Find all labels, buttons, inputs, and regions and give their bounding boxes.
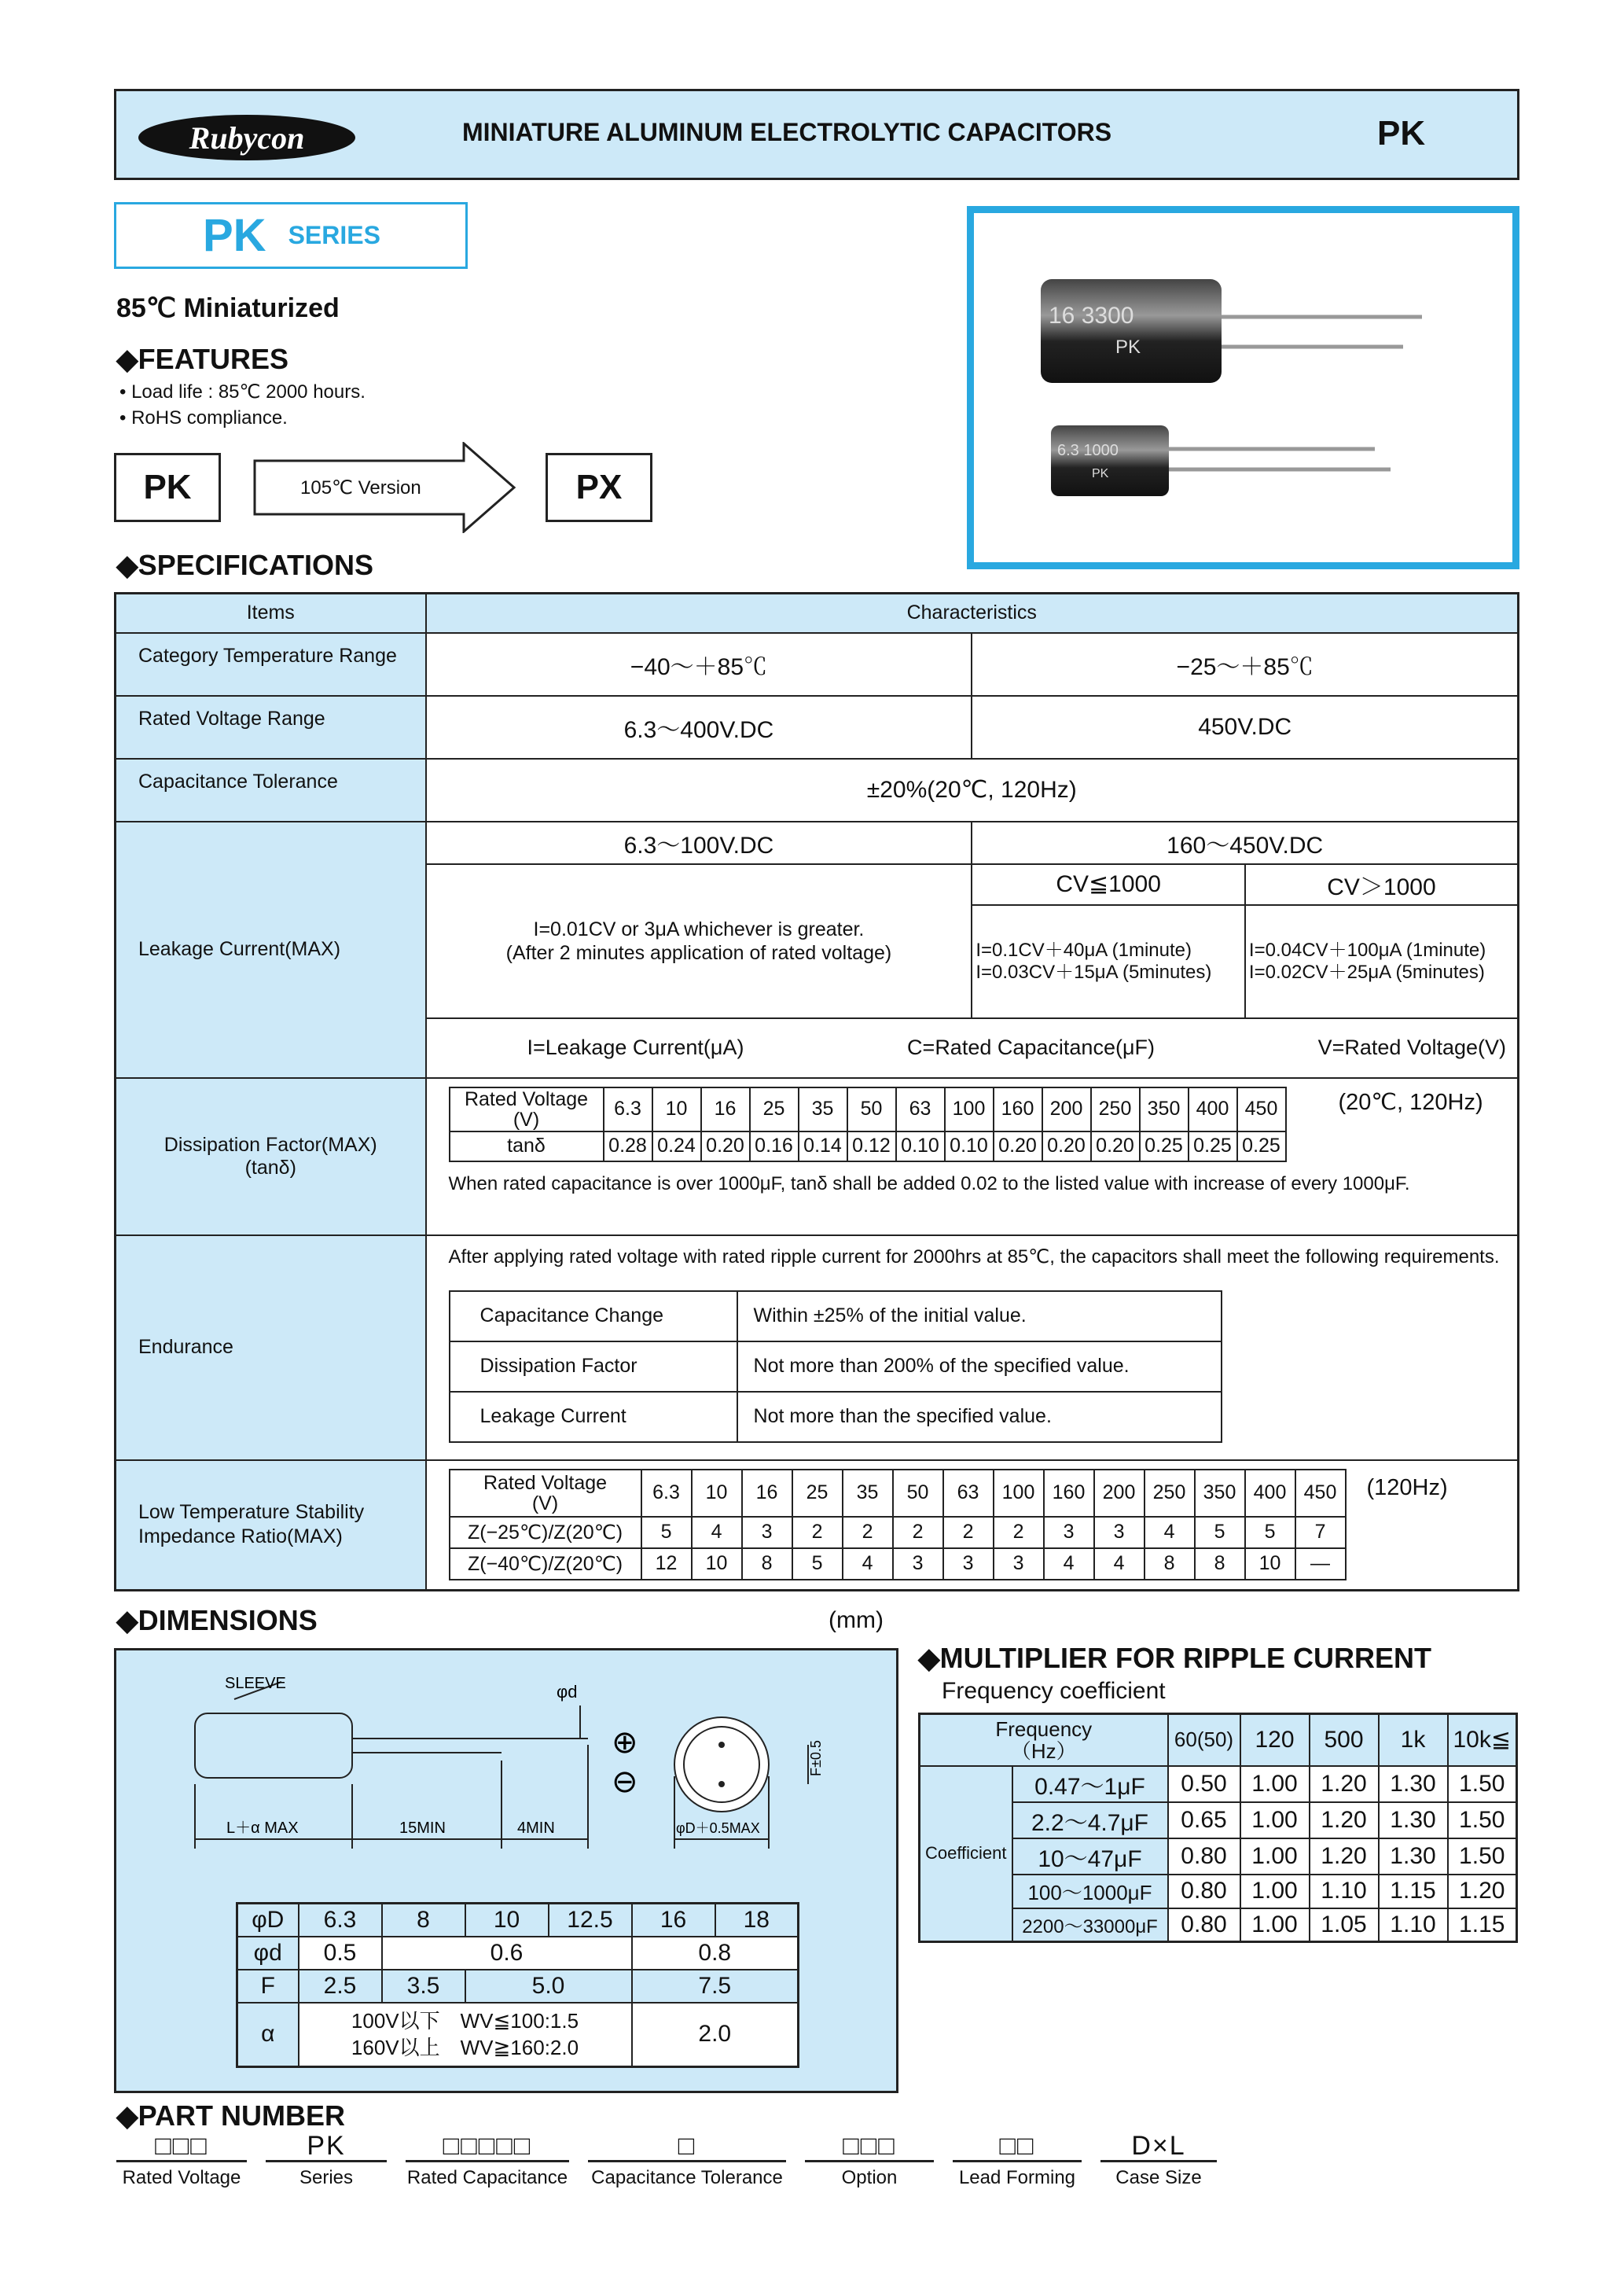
lt-z25-value: 5 [1245, 1517, 1295, 1548]
leakage-high-voltage: 160～450V.DC [972, 822, 1518, 864]
lt-z25-value: 5 [641, 1517, 692, 1548]
lt-z40-value: 12 [641, 1548, 692, 1580]
product-photo [967, 206, 1519, 569]
cv-le-1000: CV≦1000 [972, 864, 1245, 905]
df-condition: (20℃, 120Hz) [1338, 1089, 1483, 1115]
endurance-label: Endurance [116, 1235, 426, 1460]
df-rv-label: Rated Voltage (V) [450, 1087, 604, 1131]
ripple-heading: ◆MULTIPLIER FOR RIPPLE CURRENT [918, 1642, 1432, 1674]
lt-z40-value: 8 [1145, 1548, 1195, 1580]
lt-z25-value: 4 [1145, 1517, 1195, 1548]
lt-voltage: 35 [843, 1470, 893, 1517]
df-voltage: 35 [799, 1087, 847, 1131]
ripple-range: 2.2～4.7μF [1012, 1802, 1168, 1838]
dim-f-row [237, 1970, 799, 2003]
dim-value: 16 [632, 1904, 715, 1937]
part-case-size: D×L Case Size [1100, 2132, 1217, 2189]
dim-value: 0.8 [632, 1937, 799, 1970]
df-tan-value: 0.20 [1042, 1131, 1091, 1161]
dissipation-label: Dissipation Factor(MAX) (tanδ) [116, 1078, 426, 1235]
dim-value: 0.6 [382, 1937, 632, 1970]
ripple-value: 1.30 [1379, 1838, 1448, 1875]
df-voltage: 450 [1237, 1087, 1286, 1131]
lt-z25-value: 3 [1094, 1517, 1145, 1548]
dim-value: 18 [715, 1904, 799, 1937]
df-tan-value: 0.25 [1237, 1131, 1286, 1161]
part-rated-voltage: □□□ Rated Voltage [116, 2132, 247, 2189]
endurance-item: Capacitance Change Within ±25% of the initial value. [450, 1291, 1222, 1341]
ripple-freq-row [920, 1714, 1517, 1766]
lt-voltage: 50 [893, 1470, 943, 1517]
df-tan-value: 0.12 [847, 1131, 896, 1161]
ripple-range: 10～47μF [1012, 1838, 1168, 1875]
svg-text:PK: PK [1092, 467, 1109, 480]
df-tan-row [450, 1131, 1286, 1161]
endurance-item: Dissipation Factor Not more than 200% of the specified value. [450, 1341, 1222, 1392]
leakage-label: Leakage Current(MAX) [116, 822, 426, 1078]
endurance-row [116, 1235, 1519, 1460]
capacitor-illustration [974, 213, 1512, 562]
minus-terminal-icon: ⊖ [612, 1764, 638, 1800]
svg-text:φd: φd [557, 1682, 578, 1702]
ripple-value: 1.00 [1240, 1802, 1310, 1838]
lt-z40-value: 3 [943, 1548, 994, 1580]
lt-z25-value: 4 [692, 1517, 742, 1548]
ripple-freq: 120 [1240, 1714, 1310, 1766]
lt-voltage: 10 [692, 1470, 742, 1517]
lt-voltage-row [450, 1470, 1346, 1517]
df-voltage: 6.3 [604, 1087, 652, 1131]
part-series: PK Series [266, 2132, 387, 2189]
tolerance-value: ±20%(20℃, 120Hz) [426, 759, 1519, 822]
ripple-value: 1.20 [1310, 1838, 1379, 1875]
ripple-range: 0.47～1μF [1012, 1766, 1168, 1802]
lt-z25-value: 3 [1044, 1517, 1094, 1548]
lt-z40-value: 4 [1094, 1548, 1145, 1580]
version-from-box: PK [114, 453, 221, 522]
df-tan-label: tanδ [450, 1131, 604, 1161]
df-voltage: 25 [750, 1087, 799, 1131]
ripple-value: 1.20 [1448, 1875, 1517, 1908]
dim-value: 12.5 [549, 1904, 632, 1937]
part-number-row [116, 2132, 1217, 2189]
cv-gt-1000: CV＞1000 [1245, 864, 1519, 905]
df-voltage: 63 [896, 1087, 945, 1131]
svg-text:F±0.5: F±0.5 [808, 1740, 824, 1776]
df-tan-value: 0.20 [994, 1131, 1042, 1161]
dim-header: φD [237, 1904, 299, 1937]
part-option: □□□ Option [805, 2132, 934, 2189]
lt-z40-value: 8 [1195, 1548, 1245, 1580]
ripple-freq: 1k [1379, 1714, 1448, 1766]
svg-text:15MIN: 15MIN [399, 1820, 446, 1837]
features-list [119, 379, 366, 431]
ripple-value: 1.10 [1310, 1875, 1379, 1908]
dim-value: 5.0 [465, 1970, 632, 2003]
df-tan-value: 0.10 [896, 1131, 945, 1161]
df-tan-value: 0.16 [750, 1131, 799, 1161]
lt-voltage: 6.3 [641, 1470, 692, 1517]
temp-label: Category Temperature Range [116, 633, 426, 696]
df-voltage: 16 [701, 1087, 750, 1131]
ripple-value: 1.50 [1448, 1802, 1517, 1838]
features-heading: ◆FEATURES [116, 343, 289, 375]
lt-z40-value: — [1295, 1548, 1346, 1580]
lt-voltage: 200 [1094, 1470, 1145, 1517]
endurance-cell [426, 1235, 1519, 1460]
lt-voltage: 400 [1245, 1470, 1295, 1517]
feature-item: • RoHS compliance. [119, 407, 288, 429]
lt-z40-value: 4 [843, 1548, 893, 1580]
df-voltage: 400 [1189, 1087, 1237, 1131]
lt-z40-value: 4 [1044, 1548, 1094, 1580]
tolerance-row [116, 759, 1519, 822]
df-tan-value: 0.25 [1189, 1131, 1237, 1161]
leakage-low-formula: I=0.01CV or 3μA whichever is greater. (After 2 minutes application of rated voltage) [426, 864, 972, 1018]
lt-z40-value: 5 [792, 1548, 843, 1580]
lt-z40-row [450, 1548, 1346, 1580]
lt-z25-value: 7 [1295, 1517, 1346, 1548]
ripple-coef-label: Coefficient [920, 1766, 1012, 1942]
tolerance-label: Capacitance Tolerance [116, 759, 426, 822]
voltage-label: Rated Voltage Range [116, 696, 426, 759]
endurance-item: Leakage Current Not more than the specified value. [450, 1392, 1222, 1442]
df-voltage: 160 [994, 1087, 1042, 1131]
dimension-table [236, 1902, 799, 2068]
lt-z25-value: 2 [893, 1517, 943, 1548]
dissipation-cell [426, 1078, 1519, 1235]
feature-item: • Load life : 85℃ 2000 hours. [119, 381, 366, 403]
cv-le-formula: I=0.1CV＋40μA (1minute) I=0.03CV＋15μA (5minutes) [972, 905, 1245, 1018]
lt-z25-value: 3 [742, 1517, 792, 1548]
ripple-value: 0.80 [1168, 1838, 1240, 1875]
df-voltage: 350 [1140, 1087, 1189, 1131]
dim-lead-row [237, 1937, 799, 1970]
ripple-freq: 60(50) [1168, 1714, 1240, 1766]
series-box [114, 202, 468, 269]
df-voltage: 50 [847, 1087, 896, 1131]
df-tan-value: 0.24 [652, 1131, 701, 1161]
lt-voltage: 160 [1044, 1470, 1094, 1517]
df-voltage: 10 [652, 1087, 701, 1131]
lt-z25-value: 2 [943, 1517, 994, 1548]
svg-text:φD＋0.5MAX: φD＋0.5MAX [676, 1820, 760, 1836]
dimensions-panel [114, 1648, 898, 2093]
series-code: PK [203, 210, 266, 261]
dim-value: 0.5 [299, 1937, 382, 1970]
lt-rv-label: Rated Voltage (V) [450, 1470, 641, 1517]
temp-row [116, 633, 1519, 696]
dim-alpha-values: 100V以下 WV≦100:1.5 160V以上 WV≧160:2.0 [299, 2003, 632, 2067]
ripple-subtitle: Frequency coefficient [942, 1678, 1166, 1704]
dimension-drawing [116, 1650, 896, 1902]
dim-value: 2.5 [299, 1970, 382, 2003]
ripple-value: 0.50 [1168, 1766, 1240, 1802]
plus-terminal-icon: ⊕ [612, 1724, 638, 1761]
svg-text:PK: PK [1115, 337, 1141, 358]
df-tan-value: 0.28 [604, 1131, 652, 1161]
series-word: SERIES [288, 221, 380, 249]
low-temp-cell [426, 1460, 1519, 1591]
part-lead-forming: □□ Lead Forming [953, 2132, 1082, 2189]
dimensions-unit: (mm) [829, 1607, 884, 1633]
dim-d-row [237, 1904, 799, 1937]
df-tan-value: 0.14 [799, 1131, 847, 1161]
ripple-value: 1.20 [1310, 1802, 1379, 1838]
ripple-value: 1.05 [1310, 1908, 1379, 1942]
lt-voltage: 16 [742, 1470, 792, 1517]
lt-voltage: 350 [1195, 1470, 1245, 1517]
svg-text:16 3300: 16 3300 [1049, 303, 1134, 329]
svg-text:L＋α MAX: L＋α MAX [226, 1820, 299, 1837]
dim-value: 6.3 [299, 1904, 382, 1937]
ripple-value: 1.50 [1448, 1766, 1517, 1802]
ripple-value: 1.30 [1379, 1802, 1448, 1838]
df-voltage: 100 [945, 1087, 994, 1131]
dim-header: α [237, 2003, 299, 2067]
lt-z25-value: 2 [994, 1517, 1044, 1548]
lt-z40-value: 3 [893, 1548, 943, 1580]
ripple-value: 1.00 [1240, 1875, 1310, 1908]
ripple-value: 0.65 [1168, 1802, 1240, 1838]
df-tan-value: 0.10 [945, 1131, 994, 1161]
df-tan-value: 0.20 [701, 1131, 750, 1161]
low-temp-label: Low Temperature Stability Impedance Ratio(MAX) [116, 1460, 426, 1591]
lt-voltage: 100 [994, 1470, 1044, 1517]
lt-voltage: 450 [1295, 1470, 1346, 1517]
ripple-freq-label: Frequency （Hz） [920, 1714, 1168, 1766]
dissipation-row [116, 1078, 1519, 1235]
leakage-row [116, 822, 1519, 864]
version-to-box: PX [546, 453, 652, 522]
temp-value-a: −40～＋85℃ [426, 633, 972, 696]
spec-header-row [116, 594, 1519, 633]
ripple-value: 0.80 [1168, 1875, 1240, 1908]
df-tan-value: 0.20 [1091, 1131, 1140, 1161]
ripple-value: 1.30 [1379, 1766, 1448, 1802]
svg-text:6.3 1000: 6.3 1000 [1057, 442, 1119, 459]
dissipation-table [449, 1087, 1287, 1162]
ripple-range: 2200～33000μF [1012, 1908, 1168, 1942]
lt-z40-value: 10 [1245, 1548, 1295, 1580]
ripple-freq: 500 [1310, 1714, 1379, 1766]
lt-z25-value: 5 [1195, 1517, 1245, 1548]
version-arrow-label: 105℃ Version [300, 477, 421, 499]
ripple-value: 1.00 [1240, 1838, 1310, 1875]
ripple-table [918, 1713, 1518, 1943]
ripple-value: 1.50 [1448, 1838, 1517, 1875]
ripple-freq: 10k≦ [1448, 1714, 1517, 1766]
ripple-value: 1.10 [1379, 1908, 1448, 1942]
ripple-value: 1.00 [1240, 1908, 1310, 1942]
lt-z25-row [450, 1517, 1346, 1548]
leakage-low-voltage: 6.3～100V.DC [426, 822, 972, 864]
dim-value: 3.5 [382, 1970, 465, 2003]
svg-text:SLEEVE: SLEEVE [225, 1675, 286, 1692]
dim-value: 7.5 [632, 1970, 799, 2003]
header-title: MINIATURE ALUMINUM ELECTROLYTIC CAPACITORS [462, 118, 1112, 146]
specifications-table [114, 592, 1519, 1591]
low-temp-row [116, 1460, 1519, 1591]
dim-header: φd [237, 1937, 299, 1970]
ripple-value: 1.20 [1310, 1766, 1379, 1802]
specifications-heading: ◆SPECIFICATIONS [116, 549, 374, 581]
lt-z40-value: 3 [994, 1548, 1044, 1580]
voltage-value-b: 450V.DC [972, 696, 1518, 759]
lt-voltage: 25 [792, 1470, 843, 1517]
endurance-intro: After applying rated voltage with rated ripple current for 2000hrs at 85℃, the capacitors shall meet the following requirements. [448, 1246, 1500, 1268]
lt-z25-label: Z(−25℃)/Z(20℃) [450, 1517, 641, 1548]
df-tan-value: 0.25 [1140, 1131, 1189, 1161]
leakage-legend: I=Leakage Current(μA) C=Rated Capacitance(μF) V=Rated Voltage(V) [426, 1018, 1519, 1078]
lt-condition: (120Hz) [1366, 1474, 1448, 1500]
lt-z40-label: Z(−40℃)/Z(20℃) [450, 1548, 641, 1580]
part-number-heading: ◆PART NUMBER [116, 2099, 346, 2132]
df-note: When rated capacitance is over 1000μF, tanδ shall be added 0.02 to the listed value with increase of every 1000μF. [448, 1172, 1410, 1194]
endurance-table [449, 1290, 1222, 1443]
ripple-value: 0.80 [1168, 1908, 1240, 1942]
svg-text:4MIN: 4MIN [517, 1820, 555, 1837]
ripple-value: 1.15 [1379, 1875, 1448, 1908]
lt-voltage: 63 [943, 1470, 994, 1517]
voltage-value-a: 6.3～400V.DC [426, 696, 972, 759]
part-capacitance-tolerance: □ Capacitance Tolerance [588, 2132, 786, 2189]
dim-header: F [237, 1970, 299, 2003]
voltage-row [116, 696, 1519, 759]
characteristics-header: Characteristics [426, 594, 1519, 633]
dim-value: 10 [465, 1904, 549, 1937]
ripple-range: 100～1000μF [1012, 1875, 1168, 1908]
ripple-value: 1.00 [1240, 1766, 1310, 1802]
lt-z25-value: 2 [792, 1517, 843, 1548]
items-header: Items [116, 594, 426, 633]
ripple-row [920, 1766, 1517, 1802]
df-voltage: 250 [1091, 1087, 1140, 1131]
lt-z40-value: 10 [692, 1548, 742, 1580]
subtitle: 85℃ Miniaturized [116, 293, 340, 323]
dim-value: 8 [382, 1904, 465, 1937]
df-voltage-row [450, 1087, 1286, 1131]
df-voltage: 200 [1042, 1087, 1091, 1131]
part-rated-capacitance: □□□□□ Rated Capacitance [406, 2131, 568, 2188]
dim-alpha-row [237, 2003, 799, 2067]
low-temp-table [449, 1469, 1347, 1580]
brand-logo: Rubycon [138, 115, 355, 160]
lt-z25-value: 2 [843, 1517, 893, 1548]
lt-voltage: 250 [1145, 1470, 1195, 1517]
ripple-value: 1.15 [1448, 1908, 1517, 1942]
temp-value-b: −25～＋85℃ [972, 633, 1518, 696]
header-series-code: PK [1377, 114, 1426, 153]
cv-gt-formula: I=0.04CV＋100μA (1minute) I=0.02CV＋25μA (5minutes) [1245, 905, 1519, 1018]
dimensions-heading: ◆DIMENSIONS [116, 1604, 318, 1636]
dim-value: 2.0 [632, 2003, 799, 2067]
lt-z40-value: 8 [742, 1548, 792, 1580]
